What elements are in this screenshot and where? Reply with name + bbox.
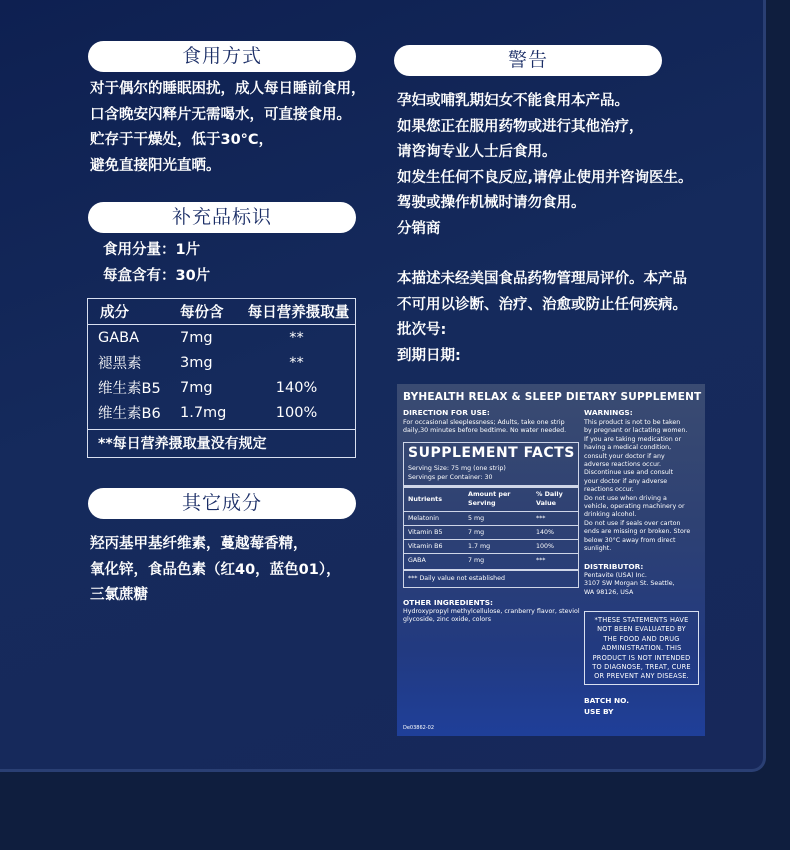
table-row xyxy=(88,350,355,375)
label-warning-line: sunlight. xyxy=(584,545,612,553)
label-other-title: OTHER INGREDIENTS: xyxy=(403,598,494,607)
label-header-serving: Serving xyxy=(468,499,496,507)
label-nutrient: Vitamin B5 xyxy=(408,529,443,536)
label-dv: *** xyxy=(536,557,546,564)
usage-line: 口含晚安闪释片无需喝水，可直接食用。 xyxy=(90,106,351,123)
batch-label: 批次号: xyxy=(397,322,447,338)
label-statement-line: THE FOOD AND DRUG xyxy=(603,634,680,643)
label-divider xyxy=(404,569,578,571)
label-distributor-text xyxy=(584,572,675,597)
label-divider xyxy=(404,485,578,488)
label-warnings-text xyxy=(584,419,690,554)
label-dv: 100% xyxy=(536,543,555,550)
expiry-label: 到期日期: xyxy=(397,347,461,364)
warning-line: 孕妇或哺乳期妇女不能食用本产品。 xyxy=(397,93,629,109)
warning-text xyxy=(397,89,693,242)
label-warning-line: your doctor if any adverse xyxy=(584,477,668,485)
table-header xyxy=(88,299,355,325)
table-row xyxy=(88,375,355,400)
cell-ingredient: 维生素B5 xyxy=(98,381,161,397)
cell-amount: 7mg xyxy=(180,379,213,396)
label-warning-line: consult your doctor if any xyxy=(584,452,665,460)
label-direction-line: For occasional sleeplessness; Adults, take one strip xyxy=(403,419,565,426)
label-direction-title: DIRECTION FOR USE: xyxy=(403,408,490,417)
disclaimer-text xyxy=(397,267,687,369)
warning-line: 驾驶或操作机械时请勿食用。 xyxy=(397,195,586,211)
label-distributor-line: WA 98126, USA xyxy=(584,588,634,596)
label-statement-line: TO DIAGNOSE, TREAT, CURE xyxy=(592,663,691,672)
label-nutrient: GABA xyxy=(408,557,426,564)
header-ingredient: 成分 xyxy=(100,305,129,321)
label-warnings-title: WARNINGS: xyxy=(584,408,633,417)
label-warning-line: Discontinue use and consult xyxy=(584,469,674,477)
label-facts-box xyxy=(403,442,579,588)
other-text xyxy=(90,532,341,609)
servings-per-box: 每盒含有：30片 xyxy=(103,267,211,284)
label-statement-line: *THESE STATEMENTS HAVE xyxy=(594,616,689,624)
warning-line: 如发生任何不良反应,请停止使用并咨询医生。 xyxy=(397,169,693,186)
label-batch: BATCH NO. xyxy=(584,696,630,705)
table-note: **每日营养摄取量没有规定 xyxy=(88,429,355,458)
label-title: BYHEALTH RELAX & SLEEP DIETARY SUPPLEMENT xyxy=(403,391,702,403)
label-nutrient: Vitamin B6 xyxy=(408,543,443,550)
label-amount: 1.7 mg xyxy=(468,543,491,550)
label-code: De03862-02 xyxy=(403,725,434,731)
label-statement-line: ADMINISTRATION. THIS xyxy=(601,644,682,653)
label-statement-line: NOT BEEN EVALUATED BY xyxy=(597,625,686,634)
label-dv: 140% xyxy=(536,529,555,536)
label-distributor-title: DISTRIBUTOR: xyxy=(584,562,644,571)
cell-amount: 3mg xyxy=(180,354,213,371)
usage-title: 食用方式 xyxy=(88,41,356,72)
cell-daily-value: 100% xyxy=(275,404,318,421)
label-statement-line: OR PREVENT ANY DISEASE. xyxy=(594,672,689,681)
label-warning-line: Do not use when driving a xyxy=(584,494,667,502)
supplement-facts-table xyxy=(87,298,356,458)
disclaimer-line: 本描述未经美国食品药物管理局评价。本产品 xyxy=(397,271,687,287)
warning-line: 请咨询专业人士后食用。 xyxy=(397,144,557,160)
label-serving-size: Serving Size: 75 mg (one strip) xyxy=(408,465,506,472)
label-warning-line: adverse reactions occur. xyxy=(584,461,661,469)
label-nutrient: Melatonin xyxy=(408,515,439,522)
warning-title: 警告 xyxy=(394,45,662,76)
other-title: 其它成分 xyxy=(88,488,356,519)
label-dv: *** xyxy=(536,515,546,522)
label-warning-line: This product is not to be taken xyxy=(584,419,681,426)
label-header-nutrients: Nutrients xyxy=(408,495,443,503)
usage-line: 对于偶尔的睡眠困扰，成人每日睡前食用， xyxy=(90,81,366,97)
label-use-by: USE BY xyxy=(584,707,614,716)
usage-text xyxy=(90,77,366,179)
label-other-line: glycoside, zinc oxide, colors xyxy=(403,616,491,623)
label-other-line: Hydroxypropyl methylcellulose, cranberry flavor, steviol xyxy=(403,608,580,615)
label-warning-line: below 30°C away from direct xyxy=(584,536,676,544)
label-statement-line: PRODUCT IS NOT INTENDED xyxy=(592,653,691,662)
usage-line: 避免直接阳光直晒。 xyxy=(90,157,221,174)
label-facts-row xyxy=(404,554,578,567)
label-facts-title: SUPPLEMENT FACTS xyxy=(408,445,575,461)
cell-ingredient: GABA xyxy=(98,329,140,346)
label-header-value: Value xyxy=(536,499,556,507)
cell-daily-value: 140% xyxy=(275,379,318,396)
label-amount: 5 mg xyxy=(468,515,485,522)
header-amount: 每份含 xyxy=(180,305,224,321)
label-distributor-line: 3107 SW Morgan St. Seattle, xyxy=(584,580,675,588)
other-line: 三氯蔗糖 xyxy=(90,587,148,603)
label-header-daily: % Daily xyxy=(536,490,563,498)
cell-amount: 7mg xyxy=(180,329,213,346)
warning-line: 分销商 xyxy=(397,220,441,237)
label-servings-per-container: Servings per Container: 30 xyxy=(408,474,493,481)
label-direction-line: daily,30 minutes before bedtime. No water needed. xyxy=(403,427,567,434)
cell-ingredient: 褪黑素 xyxy=(98,356,142,372)
serving-info xyxy=(103,238,210,289)
cell-daily-value: ** xyxy=(289,354,304,371)
usage-line: 贮存于干燥处，低于30°C， xyxy=(90,132,274,148)
table-row xyxy=(88,325,355,350)
label-warning-line: having a medical condition, xyxy=(584,444,672,452)
warning-line: 如果您正在服用药物或进行其他治疗， xyxy=(397,118,644,135)
cell-daily-value: ** xyxy=(289,329,304,346)
label-facts-row xyxy=(404,540,578,553)
label-header-amount: Amount per xyxy=(468,490,511,498)
serving-size: 食用分量：1片 xyxy=(103,242,201,258)
label-facts-row xyxy=(404,526,578,539)
table-row xyxy=(88,400,355,425)
label-warning-line: by pregnant or lactating women. xyxy=(584,427,688,435)
label-warning-line: reactions occur. xyxy=(584,486,634,494)
disclaimer-line: 不可用以诊断、治疗、治愈或防止任何疾病。 xyxy=(397,296,687,313)
label-distributor-line: Pentavite (USA) Inc. xyxy=(584,572,647,579)
label-warning-line: ends are missing or broken. Store xyxy=(584,528,691,536)
label-warning-line: vehicle, operating machinery or xyxy=(584,503,685,511)
label-fda-statement xyxy=(584,611,699,685)
product-label xyxy=(397,384,705,736)
header-daily-value: 每日营养摄取量 xyxy=(247,305,350,321)
label-amount: 7 mg xyxy=(468,529,485,536)
label-amount: 7 mg xyxy=(468,557,485,564)
label-warning-line: If you are taking medication or xyxy=(584,435,682,443)
label-facts-row xyxy=(404,512,578,525)
label-warning-line: drinking alcohol. xyxy=(584,511,637,519)
supplement-title: 补充品标识 xyxy=(88,202,356,233)
other-line: 氧化锌，食品色素（红40，蓝色01）， xyxy=(90,561,341,578)
label-facts-note: *** Daily value not established xyxy=(408,575,506,582)
label-warning-line: Do not use if seals over carton xyxy=(584,519,681,527)
cell-amount: 1.7mg xyxy=(180,404,227,421)
cell-ingredient: 维生素B6 xyxy=(98,406,161,422)
other-line: 羟丙基甲基纤维素，蔓越莓香精， xyxy=(90,536,308,552)
